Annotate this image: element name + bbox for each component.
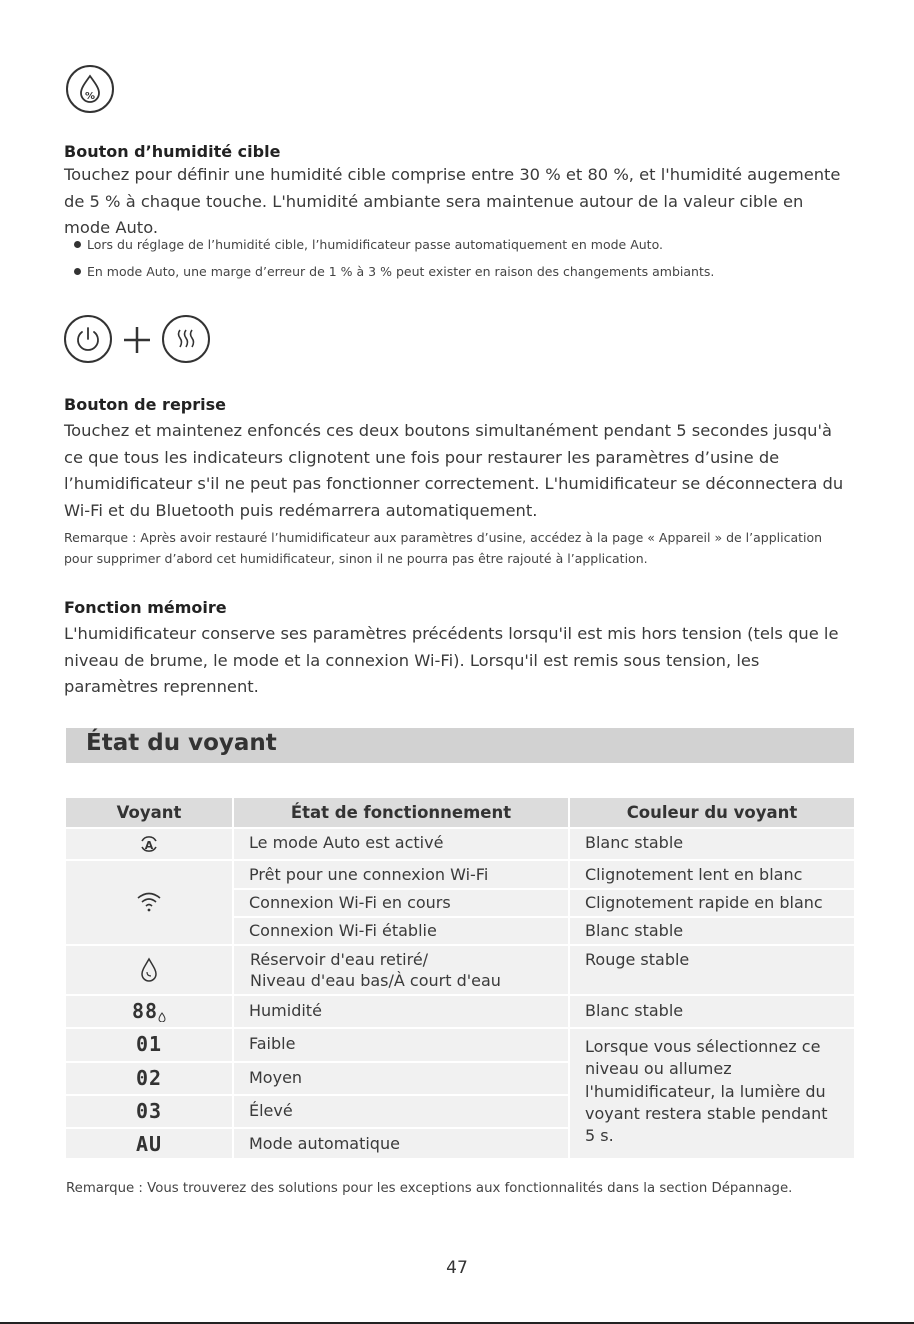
state-text: Prêt pour une connexion Wi-Fi (249, 865, 489, 884)
table-cell (570, 918, 854, 944)
water-drop-icon (66, 957, 232, 983)
seven-segment-display: 01 (135, 1032, 163, 1056)
svg-text:%: % (84, 91, 96, 102)
table-cell (66, 1029, 232, 1061)
table-header-voyant: Voyant (66, 798, 232, 827)
table-cell (234, 890, 568, 916)
section-body-target-humidity: Touchez pour définir une humidité cible comprise entre 30 % et 80 %, et l'humidité augemente de 5 % à chaque touche. L'humidité ambiante sera maintenue autour de la valeur cible en mode Auto. (64, 165, 841, 237)
bullet-item: Lors du réglage de l’humidité cible, l’humidificateur passe automatiquement en mode Auto. (74, 237, 663, 252)
power-icon (64, 315, 112, 363)
table-cell (234, 996, 568, 1027)
table-cell (66, 861, 232, 944)
color-text: Clignotement rapide en blanc (585, 893, 823, 912)
bullet-item: En mode Auto, une marge d’erreur de 1 % à 3 % peut exister en raison des changements ambiants. (74, 264, 714, 279)
state-text: Connexion Wi-Fi en cours (249, 893, 451, 912)
small-drop-icon (158, 1012, 166, 1022)
state-text: Mode automatique (249, 1134, 400, 1153)
table-cell (66, 946, 232, 994)
section-title-target-humidity: Bouton d’humidité cible (64, 142, 281, 161)
table-cell (234, 918, 568, 944)
state-text: Faible (249, 1034, 296, 1053)
section-title-reset: Bouton de reprise (64, 395, 226, 414)
seven-segment-display: 02 (135, 1066, 163, 1090)
table-cell (234, 1063, 568, 1094)
table-cell (234, 1096, 568, 1127)
table-cell (570, 1029, 854, 1158)
state-text: Élevé (249, 1101, 293, 1120)
remark-reset: Remarque : Après avoir restauré l’humidificateur aux paramètres d’usine, accédez à la page « Appareil » de l’application pour supprimer d’abord cet humidificateur, sinon il ne pourra pas être rajouté à l’application. (64, 530, 823, 566)
seven-segment-display: AU (135, 1132, 163, 1156)
seven-segment-display: 03 (135, 1099, 163, 1123)
state-text: Humidité (249, 1001, 322, 1020)
table-cell (234, 946, 568, 994)
footer-note: Remarque : Vous trouverez des solutions pour les exceptions aux fonctionnalités dans la section Dépannage. (66, 1181, 793, 1196)
table-cell (66, 1129, 232, 1158)
segment-digits: 88 (131, 999, 159, 1023)
table-cell (234, 829, 568, 859)
table-cell (570, 829, 854, 859)
svg-text:A: A (144, 839, 154, 852)
state-text: Le mode Auto est activé (249, 833, 444, 852)
table-cell (234, 861, 568, 888)
color-text: Lorsque vous sélectionnez ce niveau ou allumez l'humidificateur, la lumière du voyant restera stable pendant 5 s. (585, 1037, 828, 1146)
table-cell (66, 1096, 232, 1127)
section-body-reset: Touchez et maintenez enfoncés ces deux boutons simultanément pendant 5 secondes jusqu'à ce que tous les indicateurs clignotent une fois pour restaurer les paramètres d’usine de l’humidificateur s'il ne peut pas fonctionner correctement. L'humidificateur se déconnectera du Wi-Fi et du Bluetooth puis redémarrera automatiquement. (64, 421, 844, 520)
table-cell (570, 861, 854, 888)
state-text: Connexion Wi-Fi établie (249, 921, 437, 940)
table-cell (66, 1063, 232, 1094)
state-text: Réservoir d'eau retiré/ (250, 950, 429, 969)
plus-icon (122, 325, 152, 359)
color-text: Clignotement lent en blanc (585, 865, 803, 884)
page-number: 47 (446, 1258, 468, 1278)
color-text: Blanc stable (585, 1001, 684, 1020)
color-text: Rouge stable (585, 950, 690, 969)
table-cell (570, 946, 854, 994)
table-header-state: État de fonctionnement (234, 798, 568, 827)
section-banner (66, 728, 854, 763)
table-cell (570, 996, 854, 1027)
mist-icon (162, 315, 210, 363)
section-title-memory: Fonction mémoire (64, 598, 227, 617)
humidity-drop-percent-icon (66, 65, 114, 113)
color-text: Blanc stable (585, 833, 684, 852)
section-body-memory: L'humidificateur conserve ses paramètres précédents lorsqu'il est mis hors tension (tels que le niveau de brume, le mode et la connexion Wi-Fi). Lorsqu'il est remis sous tension, les paramètres reprennent. (64, 624, 839, 696)
wifi-icon (66, 891, 232, 913)
table-cell (234, 1029, 568, 1061)
table-header-color: Couleur du voyant (570, 798, 854, 827)
table-cell (570, 890, 854, 916)
color-text: Blanc stable (585, 921, 684, 940)
table-cell (66, 996, 232, 1027)
state-text: Niveau d'eau bas/À court d'eau (250, 971, 501, 990)
state-text: Moyen (249, 1068, 303, 1087)
banner-title: État du voyant (86, 730, 277, 756)
auto-mode-icon (66, 833, 232, 855)
seven-segment-display (66, 999, 232, 1023)
table-cell (234, 1129, 568, 1158)
table-cell (66, 829, 232, 859)
